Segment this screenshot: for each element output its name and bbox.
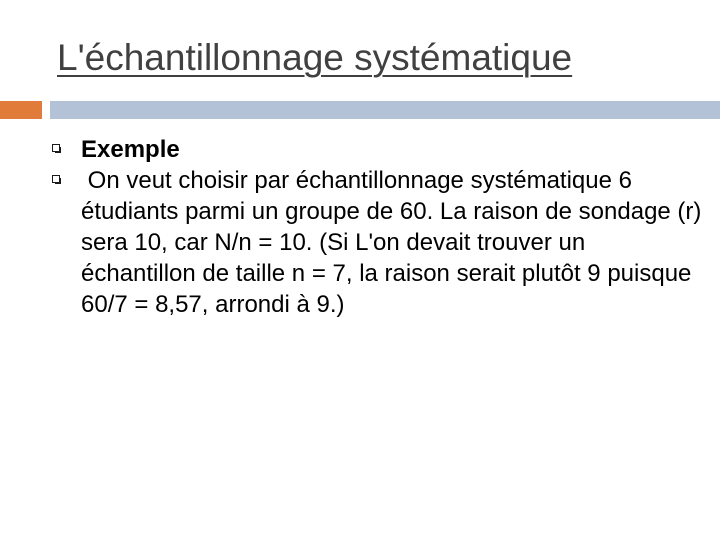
accent-bar-orange <box>0 101 42 119</box>
square-bullet-icon <box>52 175 60 183</box>
slide-title: L'échantillonnage systématique <box>57 37 573 78</box>
slide-content <box>52 134 709 320</box>
bullet-heading: Exemple <box>81 136 180 163</box>
square-bullet-icon <box>52 144 60 152</box>
bullet-item-exemple <box>52 134 702 165</box>
bullet-item-description <box>52 165 709 320</box>
accent-bar-blue <box>50 101 720 119</box>
bullet-body-text: On veut choisir par échantillonnage systématique 6 étudiants parmi un groupe de 60. La raison de sondage (r) sera 10, car N/n = 10. (Si L'on devait trouver un échantillon de taille n = 7, la raison serait plutôt 9 puisque 60/7 = 8,57, arrondi à 9.) <box>81 167 709 318</box>
